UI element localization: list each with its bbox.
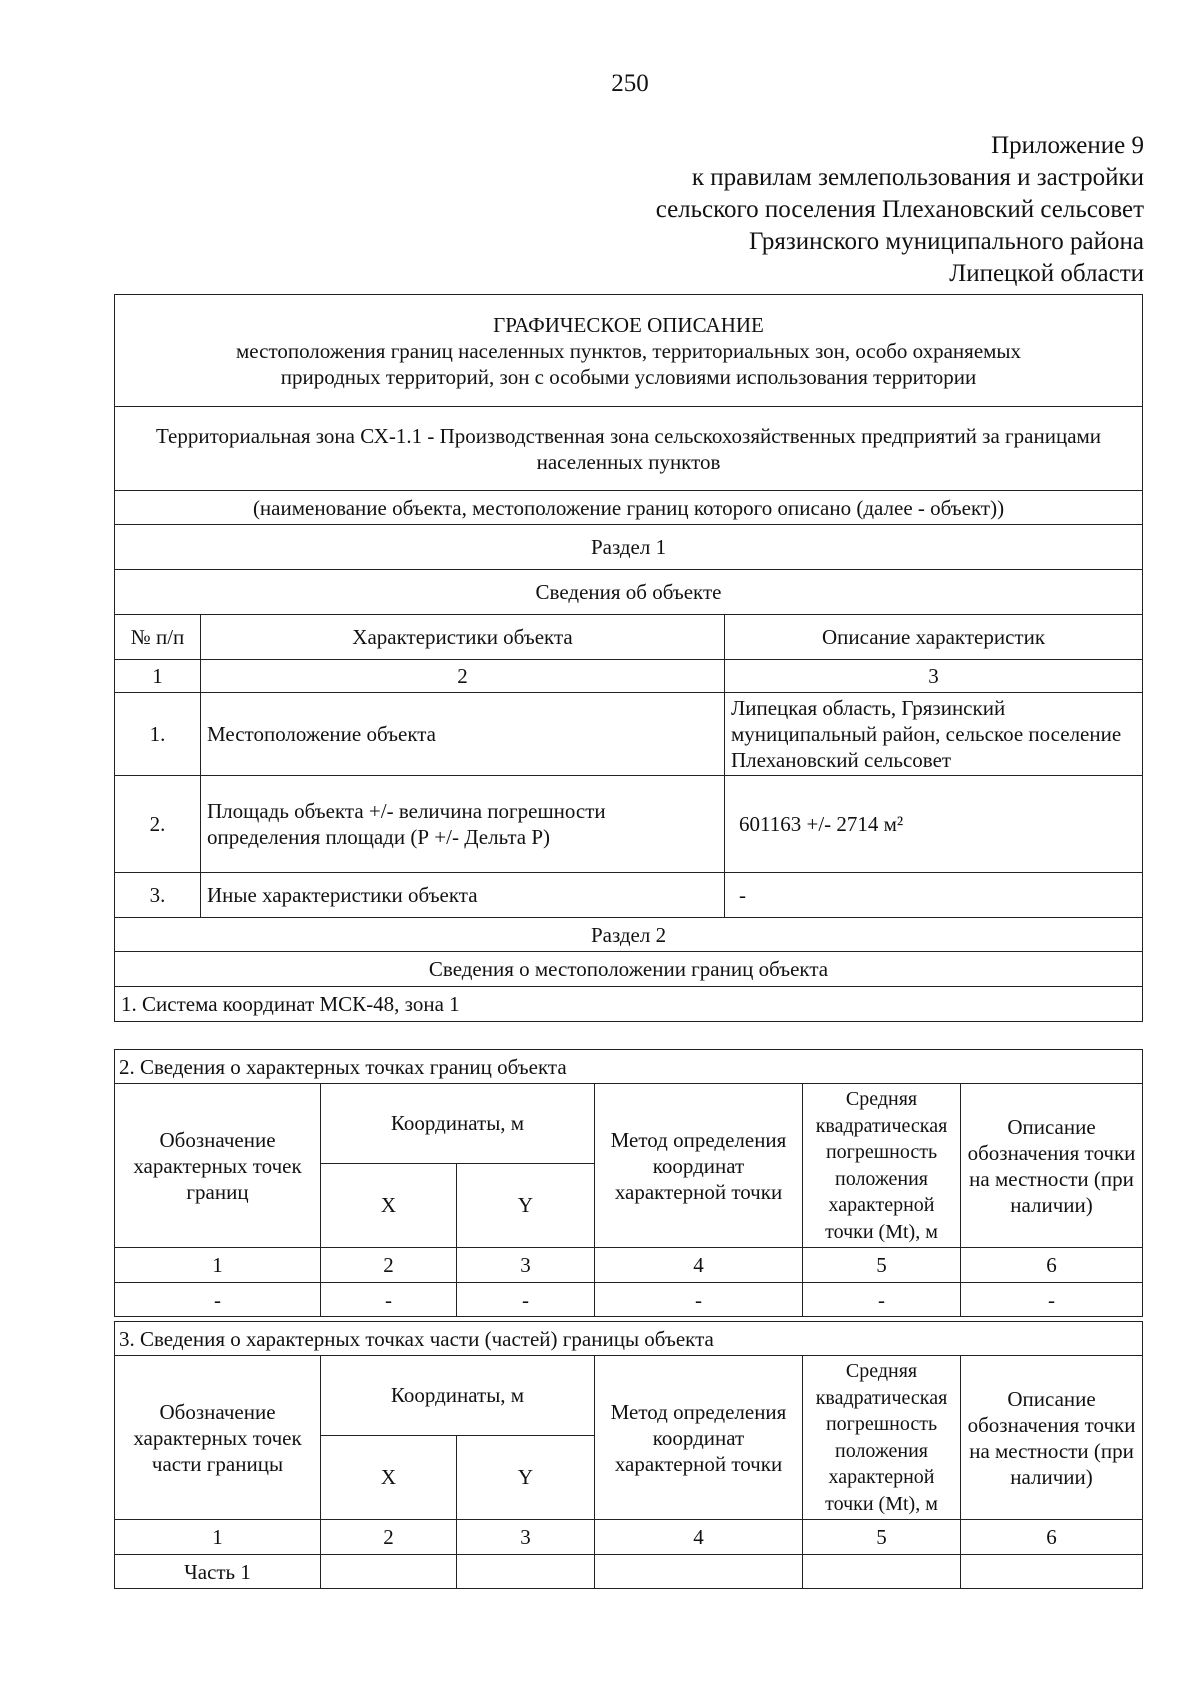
cell: - [457,1283,595,1317]
page-number: 250 [611,70,649,97]
column-numbers-row [115,1520,1143,1555]
column-number: 3 [725,660,1143,693]
cell: - [595,1283,803,1317]
col-designation: Обозначение характерных точек части границы [115,1356,321,1520]
col-designation: Обозначение характерных точек границ [115,1084,321,1248]
column-number: 1 [115,1520,321,1555]
cell [321,1555,457,1589]
parts-title: 3. Сведения о характерных точках части (частей) границы объекта [115,1322,1143,1356]
cell [961,1555,1143,1589]
appendix-line: Липецкой области [949,260,1144,287]
column-number: 2 [321,1520,457,1555]
column-number: 6 [961,1248,1143,1283]
col-coordinates: Координаты, м [321,1356,595,1436]
column-number: 5 [803,1520,961,1555]
row-number: 3. [115,873,201,918]
points-title: 2. Сведения о характерных точках границ объекта [115,1050,1143,1084]
row-characteristic: Иные характеристики объекта [201,873,725,918]
cell [803,1555,961,1589]
cell: - [115,1283,321,1317]
cell [595,1555,803,1589]
row-description: 601163 +/- 2714 м² [725,776,1143,873]
column-number: 3 [457,1520,595,1555]
appendix-line: Грязинского муниципального района [749,228,1144,255]
column-number: 2 [321,1248,457,1283]
column-numbers-row [115,1248,1143,1283]
col-description: Описание обозначения точки на местности (при наличии) [961,1084,1143,1248]
column-numbers-row [115,660,1143,693]
header-cell [115,295,1143,407]
column-number: 5 [803,1248,961,1283]
object-name: Территориальная зона СХ-1.1 - Производственная зона сельскохозяйственных предприятий за границами населенных пунктов [115,407,1143,491]
section1-subtitle: Сведения об объекте [115,570,1143,615]
col-description: Описание обозначения точки на местности (при наличии) [961,1356,1143,1520]
col-x: X [321,1163,457,1247]
table-header-row [115,615,1143,660]
column-number: 3 [457,1248,595,1283]
col-error: Средняя квадратическая погрешность положения характерной точки (Mt), м [803,1084,961,1248]
appendix-header [656,130,1144,290]
column-number: 2 [201,660,725,693]
cell: - [803,1283,961,1317]
document-subtitle: местоположения границ населенных пунктов, территориальных зон, особо охраняемых природных территорий, зон с особыми условиями использования территории [235,338,1022,389]
document-title: ГРАФИЧЕСКОЕ ОПИСАНИЕ [493,312,764,337]
parts-table [114,1321,1143,1589]
row-characteristic: Площадь объекта +/- величина погрешности определения площади (Р +/- Дельта Р) [201,776,725,873]
column-number: 1 [115,660,201,693]
cell [457,1555,595,1589]
column-header: Описание характеристик [725,615,1143,660]
column-number: 1 [115,1248,321,1283]
row-description: - [725,873,1143,918]
coordinate-system: 1. Система координат МСК-48, зона 1 [115,987,1143,1022]
col-method: Метод определения координат характерной точки [595,1084,803,1248]
table-row [115,1283,1143,1317]
col-error: Средняя квадратическая погрешность положения характерной точки (Mt), м [803,1356,961,1520]
appendix-line: сельского поселения Плехановский сельсовет [655,196,1144,223]
table-row [115,693,1143,776]
col-y: Y [457,1435,595,1519]
row-description: Липецкая область, Грязинский муниципальный район, сельское поселение Плехановский сельсовет [725,693,1143,776]
col-x: X [321,1435,457,1519]
column-number: 4 [595,1520,803,1555]
cell: - [321,1283,457,1317]
column-header: Характеристики объекта [201,615,725,660]
table-row [115,776,1143,873]
section2-subtitle: Сведения о местоположении границ объекта [115,952,1143,987]
col-y: Y [457,1163,595,1247]
appendix-line: Приложение 9 [991,132,1144,159]
table-row [115,873,1143,918]
column-header: № п/п [115,615,201,660]
main-table [114,294,1143,1022]
col-coordinates: Координаты, м [321,1084,595,1164]
points-table [114,1049,1143,1317]
cell: - [961,1283,1143,1317]
row-characteristic: Местоположение объекта [201,693,725,776]
col-method: Метод определения координат характерной точки [595,1356,803,1520]
appendix-line: к правилам землепользования и застройки [691,164,1144,191]
part-label: Часть 1 [115,1555,321,1589]
row-number: 2. [115,776,201,873]
table-row [115,1555,1143,1589]
column-number: 6 [961,1520,1143,1555]
section1-title: Раздел 1 [115,525,1143,570]
section2-title: Раздел 2 [115,918,1143,952]
object-caption: (наименование объекта, местоположение границ которого описано (далее - объект)) [115,491,1143,525]
column-number: 4 [595,1248,803,1283]
row-number: 1. [115,693,201,776]
